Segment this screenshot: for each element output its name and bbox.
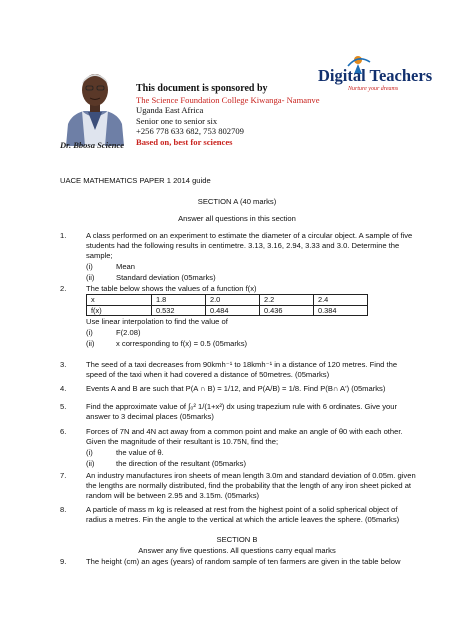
question-text: Events A and B are such that P(A ∩ B) = 1/12, and P(A/B) = 1/8. Find P(B∩ A') (05marks)	[86, 384, 386, 393]
question-text: An industry manufactures iron sheets of mean length 3.0m and standard deviation of 0.05m. given the lengths are normally distributed, find the probability that the length of any iron sheet picked at random will be between 2.95 and 3.15m. (05marks)	[86, 471, 416, 500]
section-b-instruction: Answer any five questions. All questions carry equal marks	[138, 546, 336, 555]
function-values-table	[86, 294, 368, 316]
section-a-instruction: Answer all questions in this section	[178, 214, 296, 223]
question-text: The height (cm) an ages (years) of random sample of ten farmers are given in the table below	[86, 557, 401, 566]
part-label: (i)	[86, 448, 93, 457]
question-number: 1.	[60, 231, 67, 240]
sponsor-block	[136, 84, 320, 148]
table-cell: 1.8	[152, 295, 206, 306]
table-cell: 2.0	[206, 295, 260, 306]
part-text: Standard deviation (05marks)	[116, 273, 216, 282]
part-text: Mean	[116, 262, 135, 271]
question-number: 2.	[60, 284, 67, 293]
table-cell: f(x)	[87, 305, 152, 316]
author-photo	[62, 64, 128, 146]
motto-line: Based on, best for sciences	[136, 136, 233, 147]
part-text: the value of θ.	[116, 448, 164, 457]
table-cell: 2.2	[260, 295, 314, 306]
table-cell: 2.4	[314, 295, 368, 306]
part-label: (ii)	[86, 339, 95, 348]
table-cell: x	[87, 295, 152, 306]
question-text: A class performed on an experiment to estimate the diameter of a circular object. A sample of five students had the following results in centimetre. 3.13, 3.16, 2.94, 3.33 and 3.0. Determine the sample;	[86, 231, 413, 260]
question-text: Find the approximate value of ∫₀² 1/(1+x²) dx using trapezium rule with 6 ordinates. Give your answer to 3 decimal places (05marks)	[86, 402, 398, 421]
part-label: (i)	[86, 328, 93, 337]
question-text: Forces of 7N and 4N act away from a common point and make an angle of θ0 with each other. Given the magnitude of their resultant is 10.75N, find the;	[86, 427, 403, 446]
sponsor-line: This document is sponsored by	[136, 83, 268, 94]
question-text: The table below shows the values of a function f(x)	[86, 284, 257, 293]
part-label: (i)	[86, 262, 93, 271]
author-signature: Dr. Bbosa Science	[60, 140, 124, 150]
section-b-heading: SECTION B	[216, 535, 258, 544]
section-a-heading: SECTION A (40 marks)	[197, 197, 277, 206]
logo-wordmark: Digital Teachers	[318, 66, 433, 85]
question-text: A particle of mass m kg is released at rest from the highest point of a solid spherical object of radius a metres. Fin the angle to the vertical at which the article leaves the sphere. (05marks)	[86, 505, 400, 524]
phone-line: +256 778 633 682, 753 802709	[136, 126, 244, 137]
region-line: Uganda East Africa	[136, 105, 204, 116]
table-cell: 0.532	[152, 305, 206, 316]
table-cell: 0.484	[206, 305, 260, 316]
question-number: 3.	[60, 360, 67, 369]
table-row	[87, 295, 368, 306]
part-text: x corresponding to f(x) = 0.5 (05marks)	[116, 339, 248, 348]
question-number: 6.	[60, 427, 67, 436]
table-cell: 0.436	[260, 305, 314, 316]
question-text: The seed of a taxi decreases from 90kmh⁻¹ to 18kmh⁻¹ in a distance of 120 metres. Find the speed of the taxi when it had covered a distance of 50metres. (05marks)	[86, 360, 398, 379]
part-label: (ii)	[86, 273, 95, 282]
part-text: the direction of the resultant (05marks)	[116, 459, 246, 468]
part-label: (ii)	[86, 459, 95, 468]
logo-tagline: Nurture your dreams	[348, 86, 399, 92]
document-title: UACE MATHEMATICS PAPER 1 2014 guide	[60, 176, 211, 185]
question-number: 9.	[60, 557, 67, 566]
question-followup: Use linear interpolation to find the value of	[86, 317, 228, 326]
table-row	[87, 305, 368, 316]
question-number: 7.	[60, 471, 67, 480]
question-number: 4.	[60, 384, 67, 393]
part-text: F(2.08)	[116, 328, 141, 337]
table-cell: 0.384	[314, 305, 368, 316]
college-line: The Science Foundation College Kiwanga- Namanve	[136, 94, 320, 105]
level-line: Senior one to senior six	[136, 115, 218, 126]
question-number: 8.	[60, 505, 67, 514]
question-number: 5.	[60, 402, 67, 411]
